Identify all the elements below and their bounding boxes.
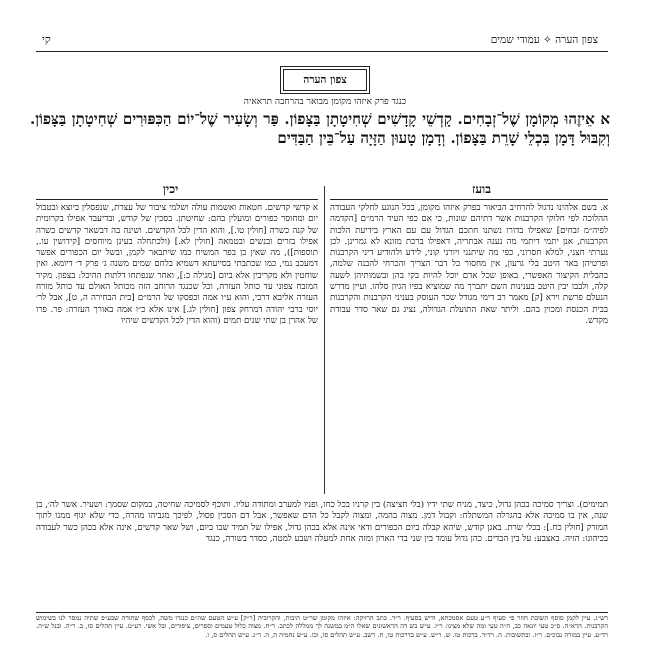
full-width-commentary: תמימים). וצריך סמיכה בכהן גדול, כיצד, מניח שתי ידיו (בלי חציצה) בין קרניו בכל כחו, ופניו למערב ומתודה עליו. ותוכף לסמיכה שחיטה, במקום שסמך: ושעיר. אשר לה׳, בן שנה, אין בו סמיכה אלא בהגרלה המשתלח: וקבול דמן. מצוה בהמה, ומצוה לקבל כל הדם שאפשר, אבל דם הסכין פסול, לפיכך מגביהו מהרה, כדי שלא יגוף ממנו לתוך המזרק [חולין כח.]: בכלי שרת. באגן קודש, שיהא קבלה ביום הכפורים ודאי אינה אלא בכהן גדול, אפילו של תמיד שבו ביום, ושל שאר קדשים, אינה אלא בכהן כשר לעבודה בכיהונו: הזיה. באצבע: על בין הבדים. כהן גדול עומד בין שני בדי הארון ומזה אחת למעלה ושבע למטה, כסדר בשורה, כנגד (36, 500, 608, 544)
footnote-divider (36, 612, 608, 613)
mishna-text: א אֵיזֶהוּ מְקוֹמָן שֶׁל־זְבָחִים. קָדְשֵׁי קָדָשִׁים שְׁחִיטָתָן בַּצָּפוֹן. פַּר וְשָׂעִיר שֶׁל־יוֹם הַכִּפּוּרִים שְׁחִיטָתָן בַּצָּפוֹן. וְקִבּוּל דָּמָן בִּכְלֵי שָׁרֵת בַּצָּפוֹן. וְדָמָן טָעוּן הַזָּיָה עַל־בֵּין הַבַּדִּים (30, 110, 610, 147)
chapter-subtitle: כנגד פרק איזהו מקומן מבואר בהרחבה תראאיה (243, 97, 407, 107)
header-divider (36, 51, 608, 52)
right-column-commentary (330, 203, 608, 495)
left-column-heading: יכין (163, 182, 179, 196)
commentary-paragraph: א. בשם אלהינו נדגול להרחיב הביאור בפרק איזהו מקומן, בכל הנוגע לחלקי העבודה ההלוכה לפי חלוקי הקרבנות אשר דתיהם שונות, כי אם כפי העיד הרמ״ם [הקדמה לפיה״מ זבחים] שאפילו בדורו נשתנו חתכם הגדול עם עם הארץ בידיעת הלכות הקרבנות, אנן יתמי דיתמי מה נענה אבתריה, דאפילו ברכת מזונא לא גמרינן. לכן נערתי חצני, למלא חסרוני, כפי מה שיתנני ויורני קוני, לידע ולהודיע דיני הקרבנות ופרטיהן באר היטב בלי גרעון, אין מחסור כל דבר הצריך והכרחי להבנה שלמה, בהבלית הקיצור האפשרי, באופן שכל אדם יוכל להיות בקי בהן ובשמותיהן לשעה קלה, ולבבו יבין היטב בענינות השם יתברך מה שמוציא בפיו הגיון סלהו. ועיין מדרש הנעלם פרשת וירא [ק] מאמר רב דימי מגודל שכר העוסק בעניני הקרבנות והקרבנות בבית הכנסת ומכוין בהם. וליתר שאת התועלת הגדולה, נציג גם שאר סדר עבודת מקדש. (330, 203, 608, 326)
chapter-title-box: צפון הערה (283, 69, 367, 91)
right-column-heading: בועז (472, 182, 491, 196)
right-column-rule (330, 199, 608, 200)
footnotes: רש״ג. עיין לקמן סוסף תשובת חוזר פ״ סעיף ר״ע טעם אסמכתא, ודיש בסעיף. ר״ד. כתב הרזיקה: איזהו מקומן שר״ט תיבות, והקרוביה [ר״ק] ע״ש הטעם שה״ם כנגדו משה, לכסף שתורה שבע״פ שתיה נמסר לנו בשימוש הקרבנות. הרא״ה. ס״כ טעי יונאה כב, ה״ה טעי ומה שלא מצינו: ר״ז. ע״ש בש דה הראשונים שאלו ה״מ במשנה לך ממללה לכתב. ר״ח. מצוה כלול טעמים וספרים, ציפורים, ובל אשי. רע״ט. עיין תהלים סז, ב. ר״ה. ובנל ש״ה. רד״ע. עיין במורה נבוכים. ר״ז. ובתשובות. ה. רד״ד. ברכות טו. ש. ר״ש. ע״ש בדרכות טו, ח. רשב. ע״ש תהלים סז, וכו. ע״ש נחמיה ה, ה. ר״ג. ע״ש תהלים ס, ו. (36, 614, 608, 639)
page-number: קי (42, 33, 51, 46)
column-separator (324, 186, 325, 494)
running-header-title: צפון הערה ✧ עמודי שמים (490, 34, 598, 46)
left-column-rule (36, 199, 318, 200)
running-header (36, 32, 608, 50)
commentary-paragraph: א קדשי קדשים. חטאות ואשמות עולה ושלמי ציבור של עצרת, שנפסלין ביוצא ובטבול יום ומחוסר כפורים ומועלין בהם: שחיטתן. בסכין של קודש, ובדיעבד אפילו בקרומית של קנה כשרה [חולין טו.], והוא הדין לכל הקדשים. ושינה בה דבשאר קדשים כשרה אפילו בזרים ובנשים ובטמאה [חולין לא.] (ולכתחלה בעינן מיוחסים [קידושין עו., תוספות]), מה שאין כן בפר המשיח כמו שיתבאר לקמן, ובשל יום הכפורים אפשר דמעכב נמי, כמו שכתבתי בסייעתא דשמיא בלחם שמים משנה ג׳ פרק ד׳ דיומא. ואין שוחטין ולא מקריבין אלא ביום [מגילה כ:], ואחר שנפתחו דלתות ההיכל: בצפון. מקיר המזבח צפוני עד כותל העזרה, וכל שכנגד הרוחב הזה מכותל האולם עד כותל מזרח העזרה אליבא דרבי, והוא ע״ו אמה וכפסקו של הרמ״ם [בית הבחירה ה, ט], אבל לר׳ יוסי ברבי יהודה דמרחק צפון [חולין לג.] אינו אלא כ״ו אמה באורך העזרה: פר. פרו של אהרן בן שתי שנים תמים (והוא הדין לכל הקדשים שיהיו (36, 203, 318, 326)
left-column-commentary (36, 203, 318, 495)
